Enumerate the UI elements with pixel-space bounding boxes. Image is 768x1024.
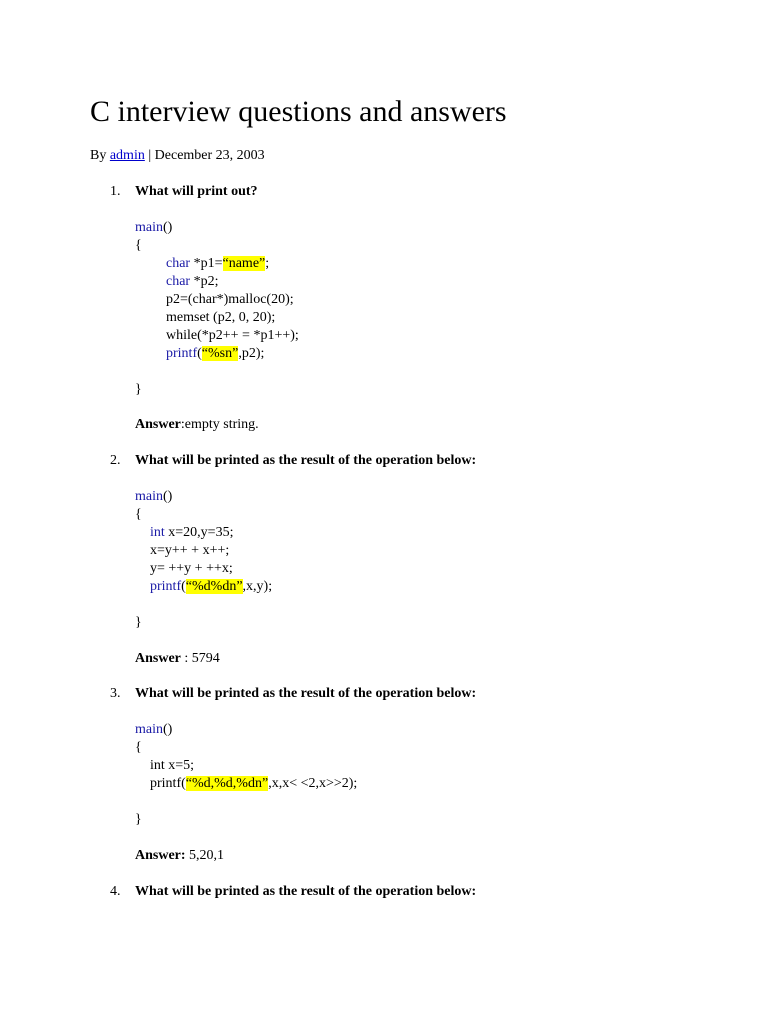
answer [135,847,224,865]
highlighted-string: “%sn” [201,346,239,361]
code-line: while(*p2++ = *p1++); [166,328,299,343]
code-line: { [135,507,142,522]
code-line: } [135,615,142,630]
highlighted-string: “%d%dn” [185,579,243,594]
answer-text: 5,20,1 [185,848,225,863]
page-title: C interview questions and answers [90,95,507,128]
code-line: } [135,812,142,827]
code-line: main() [135,489,173,504]
code-keyword: main [135,489,163,504]
byline-separator: | [144,148,155,163]
code-keyword: char [166,256,191,271]
question-number: 1. [110,184,121,199]
code-keyword: printf [150,579,182,594]
code-line: printf(“%d%dn”,x,y); [150,579,273,594]
post-date: December 23, 2003 [154,148,265,163]
code-keyword: int [150,525,165,540]
answer-label: Answer [135,651,181,666]
question-text: What will be printed as the result of the operation below: [135,686,477,701]
code-keyword: main [135,220,163,235]
byline [90,146,265,166]
highlighted-string: “name” [222,256,266,271]
code-keyword: char [166,274,191,289]
question-text: What will print out? [135,184,258,199]
code-line: { [135,740,142,755]
code-line: } [135,382,142,397]
question-number: 4. [110,884,121,899]
code-line: main() [135,220,173,235]
code-line: memset (p2, 0, 20); [166,310,276,325]
author-link[interactable]: admin [109,148,145,163]
highlighted-string: “%d,%d,%dn” [185,776,269,791]
code-line: printf(“%sn”,p2); [166,346,265,361]
code-line: int x=20,y=35; [150,525,234,540]
answer-label: Answer: [135,848,186,863]
answer-text: : 5794 [180,651,220,666]
byline-prefix: By [90,148,110,163]
answer-label: Answer [135,417,181,432]
code-keyword: printf [166,346,198,361]
answer-text: :empty string. [180,417,259,432]
code-line: x=y++ + x++; [150,543,230,558]
answer [135,416,259,434]
code-line: p2=(char*)malloc(20); [166,292,294,307]
answer [135,650,220,668]
code-keyword: main [135,722,163,737]
question-number: 2. [110,453,121,468]
code-line: main() [135,722,173,737]
code-line: printf(“%d,%d,%dn”,x,x< <2,x>>2); [150,776,358,791]
code-line: int x=5; [150,758,195,773]
question-text: What will be printed as the result of the operation below: [135,453,477,468]
code-line: char *p2; [166,274,219,289]
question-text: What will be printed as the result of the operation below: [135,884,477,899]
code-line: char *p1=“name”; [166,256,270,271]
question-number: 3. [110,686,121,701]
code-line: y= ++y + ++x; [150,561,233,576]
code-line: { [135,238,142,253]
